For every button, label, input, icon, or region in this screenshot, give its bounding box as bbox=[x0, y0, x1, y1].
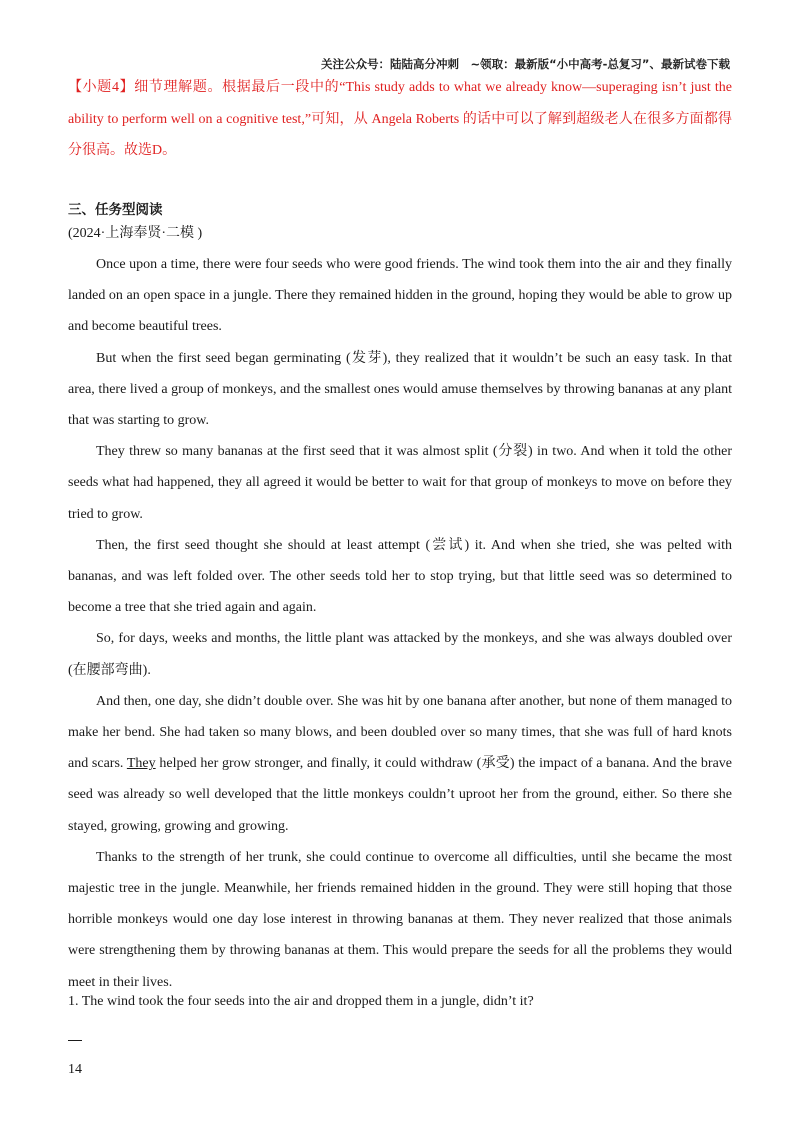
passage-paragraph-6 bbox=[68, 686, 732, 842]
passage-paragraph-4: Then, the first seed thought she should at least attempt (尝试) it. And when she tried, she was pelted with bananas, and was left folded over. The other seeds told her to stop trying, but that little seed was so determined to become a tree that she tried again and again. bbox=[68, 537, 732, 616]
section-title: 三、任务型阅读 bbox=[68, 202, 163, 218]
passage-paragraph-2: But when the first seed began germinating (发芽), they realized that it wouldn’t be such an easy task. In that area, there lived a group of monkeys, and the smallest ones would amuse themselves by throwing bananas at any plant that was starting to grow. bbox=[68, 350, 732, 429]
underlined-word: They bbox=[126, 756, 156, 772]
answer-blank-line bbox=[68, 1040, 82, 1041]
passage-paragraph-1: Once upon a time, there were four seeds who were good friends. The wind took them into the air and they finally landed on an open space in a jungle. There they remained hidden in the ground, hoping they would be able to grow up and become beautiful trees. bbox=[68, 257, 732, 335]
page-header: 关注公众号：陆陆高分冲刺 ~领取：最新版“小中高考-总复习”、最新试卷下载 bbox=[320, 57, 730, 71]
question-1: 1. The wind took the four seeds into the air and dropped them in a jungle, didn’t it? bbox=[68, 994, 534, 1009]
passage-paragraph-3: They threw so many bananas at the first seed that it was almost split (分裂) in two. And when it told the other seeds what had happened, they all agreed it would be better to wait for that group of monkeys to move on before they tried to grow. bbox=[68, 444, 732, 522]
answer-explanation: 【小题4】细节理解题。根据最后一段中的“This study adds to what we already know—superaging isn’t just the ability to perform well on a cognitive test,”可知，从 Angela Roberts 的话中可以了解到超级老人在很多方面都得分很高。故选D。 bbox=[68, 80, 732, 158]
paragraph-6-text-start: And then, one day, she didn’t double over. She was hit by one banana after another, but none of them managed to make her bend. She had taken so many blows, and been doubled over so many times, that she was full of hard knots and scars. bbox=[68, 693, 732, 772]
passage-paragraph-5: So, for days, weeks and months, the little plant was attacked by the monkeys, and she was always doubled over (在腰部弯曲). bbox=[68, 631, 732, 678]
page-number: 14 bbox=[68, 1062, 82, 1077]
reading-passage bbox=[68, 249, 732, 998]
passage-paragraph-7: Thanks to the strength of her trunk, she could continue to overcome all difficulties, until she became the most majestic tree in the jungle. Meanwhile, her friends remained hidden in the ground. They were still hoping that those horrible monkeys would one day lose interest in throwing bananas at them. They never realized that those animals were strengthening them by throwing bananas at them. This would prepare the seeds for all the problems they would meet in their lives. bbox=[68, 849, 732, 990]
paragraph-6-text-end: helped her grow stronger, and finally, it could withdraw (承受) the impact of a banana. And the brave seed was already so well developed that the little monkeys couldn’t uproot her from the ground, either. So there she stayed, growing, growing and growing. bbox=[68, 756, 732, 834]
exam-source: (2024·上海奉贤·二模 ) bbox=[68, 226, 203, 241]
